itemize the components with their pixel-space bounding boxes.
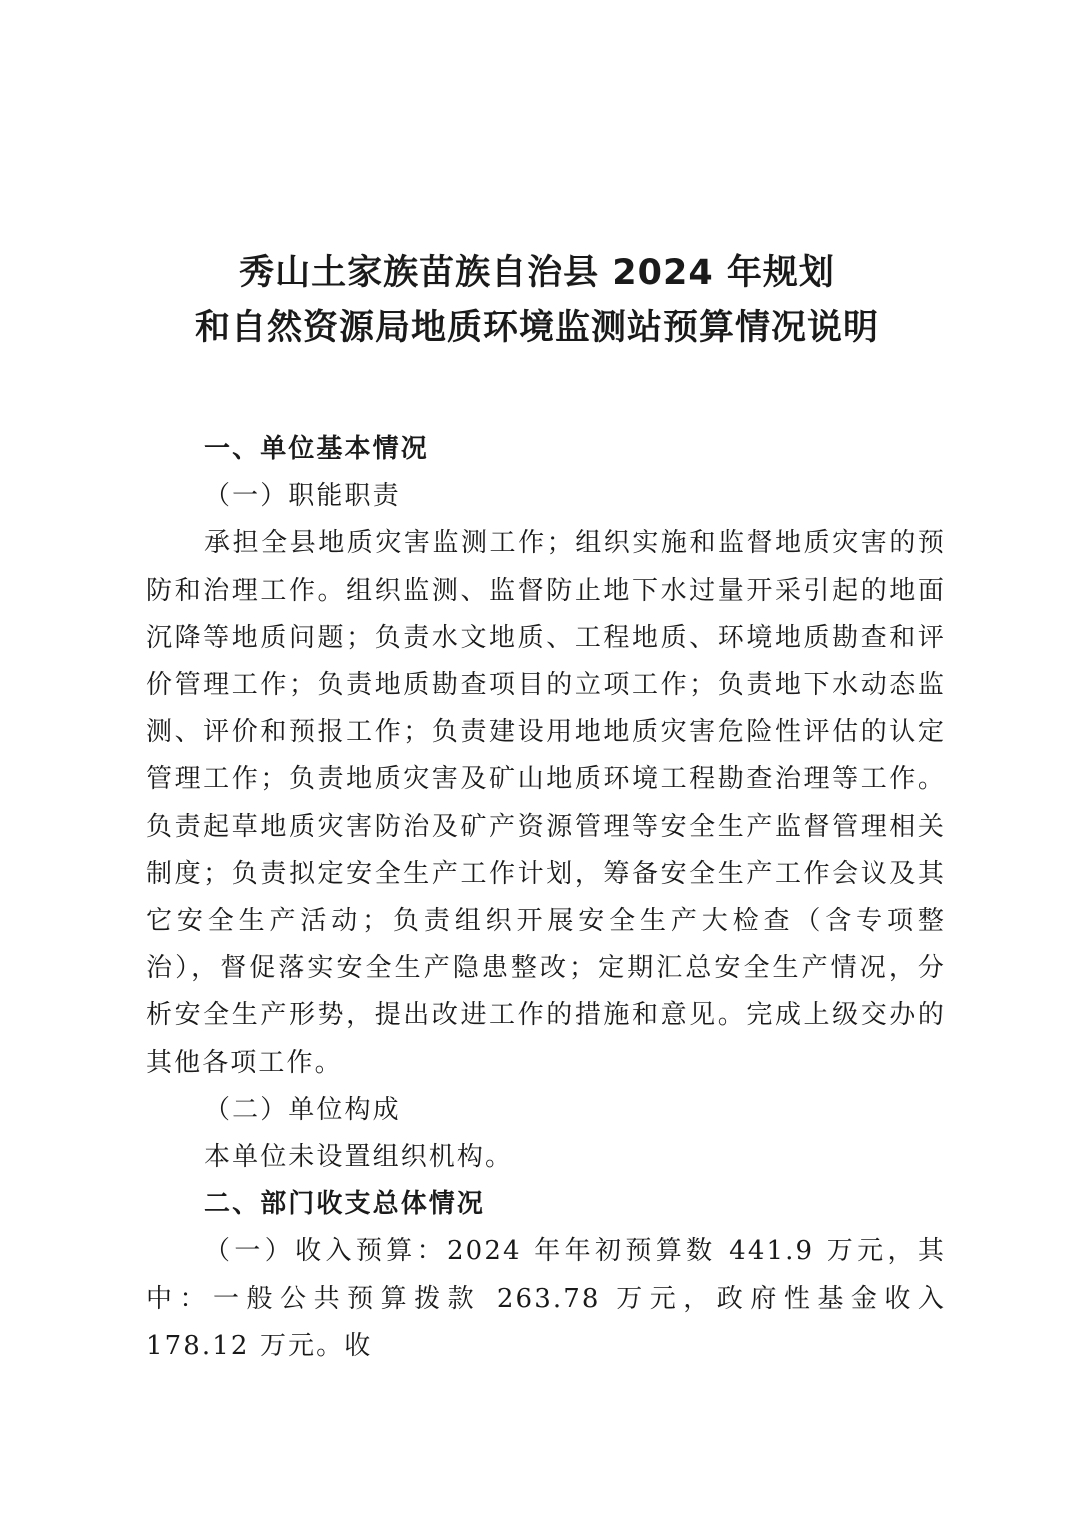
section-2-1-body: （一）收入预算：2024 年年初预算数 441.9 万元，其中：一般公共预算拨款 263.78 万元，政府性基金收入 178.12 万元。收 [146,1236,946,1361]
section-1-2-heading: （二）单位构成 [204,1094,401,1125]
section-1-1-body: 承担全县地质灾害监测工作；组织实施和监督地质灾害的预防和治理工作。组织监测、监督防止地下水过量开采引起的地面沉降等地质问题；负责水文地质、工程地质、环境地质勘查和评价管理工作；负责地质勘查项目的立项工作；负责地下水动态监测、评价和预报工作；负责建设用地地质灾害危险性评估的认定管理工作；负责地质灾害及矿山地质环境工程勘查治理等工作。负责起草地质灾害防治及矿产资源管理等安全生产监督管理相关制度；负责拟定安全生产工作计划，筹备安全生产工作会议及其它安全生产活动；负责组织开展安全生产大检查（含专项整治），督促落实安全生产隐患整改；定期汇总安全生产情况，分析安全生产形势，提出改进工作的措施和意见。完成上级交办的其他各项工作。 [146,528,946,1078]
document-title-line-2: 和自然资源局地质环境监测站预算情况说明 [194,308,879,348]
section-2-heading: 二、部门收支总体情况 [204,1189,486,1220]
section-1-1-heading: （一）职能职责 [204,481,401,512]
document-body [146,426,946,1370]
section-1-heading: 一、单位基本情况 [204,434,429,464]
document-title-line-1: 秀山土家族苗族自治县 2024 年规划 [239,253,835,293]
section-1-2-body: 本单位未设置组织机构。 [204,1142,514,1173]
